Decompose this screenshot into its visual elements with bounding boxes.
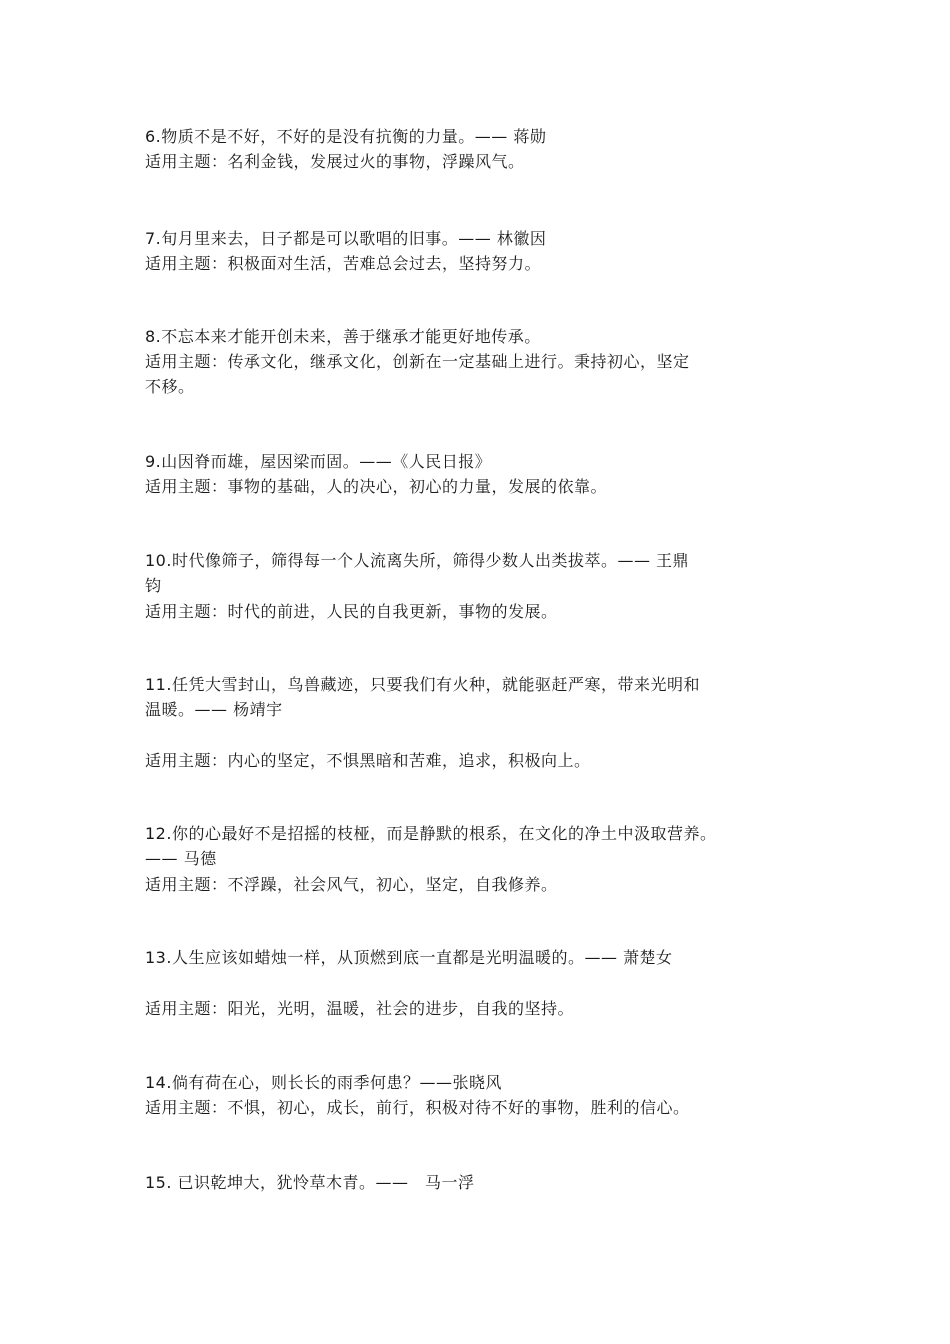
theme-14-line-1: 适用主题：不惧，初心，成长，前行，积极对待不好的事物，胜利的信心。 bbox=[145, 1098, 690, 1117]
quote-7-line-1: 7.旬月里来去，日子都是可以歌唱的旧事。—— 林徽因 bbox=[145, 229, 547, 248]
quote-12-line-2: —— 马德 bbox=[145, 849, 217, 868]
theme-8-line-2: 不移。 bbox=[145, 377, 195, 396]
quote-8-line-1: 8.不忘本来才能开创未来，善于继承才能更好地传承。 bbox=[145, 327, 541, 346]
quote-15-line-1: 15. 已识乾坤大，犹怜草木青。—— 马一浮 bbox=[145, 1173, 475, 1192]
quote-9-line-1: 9.山因脊而雄，屋因梁而固。——《人民日报》 bbox=[145, 452, 492, 471]
theme-13-line-1: 适用主题：阳光，光明，温暖，社会的进步，自我的坚持。 bbox=[145, 999, 575, 1018]
quote-12-line-1: 12.你的心最好不是招摇的枝桠，而是静默的根系，在文化的净土中汲取营养。 bbox=[145, 824, 717, 843]
quote-11-line-2: 温暖。—— 杨靖宇 bbox=[145, 700, 283, 719]
quote-14-line-1: 14.倘有荷在心，则长长的雨季何患？——张晓风 bbox=[145, 1073, 502, 1092]
theme-10-line-1: 适用主题：时代的前进，人民的自我更新，事物的发展。 bbox=[145, 602, 558, 621]
quote-10-line-2: 钧 bbox=[145, 576, 162, 595]
theme-9-line-1: 适用主题：事物的基础，人的决心，初心的力量，发展的依靠。 bbox=[145, 477, 608, 496]
quote-6-line-1: 6.物质不是不好，不好的是没有抗衡的力量。—— 蒋勋 bbox=[145, 127, 547, 146]
theme-11-line-1: 适用主题：内心的坚定，不惧黑暗和苦难，追求，积极向上。 bbox=[145, 751, 591, 770]
quote-13-line-1: 13.人生应该如蜡烛一样，从顶燃到底一直都是光明温暖的。—— 萧楚女 bbox=[145, 948, 673, 967]
theme-6-line-1: 适用主题：名利金钱，发展过火的事物，浮躁风气。 bbox=[145, 152, 525, 171]
theme-8-line-1: 适用主题：传承文化，继承文化，创新在一定基础上进行。秉持初心，坚定 bbox=[145, 352, 690, 371]
theme-7-line-1: 适用主题：积极面对生活，苦难总会过去，坚持努力。 bbox=[145, 254, 542, 273]
quote-11-line-1: 11.任凭大雪封山，鸟兽藏迹，只要我们有火种，就能驱赶严寒，带来光明和 bbox=[145, 675, 700, 694]
theme-12-line-1: 适用主题：不浮躁，社会风气，初心，坚定，自我修养。 bbox=[145, 875, 558, 894]
quote-10-line-1: 10.时代像筛子，筛得每一个人流离失所，筛得少数人出类拔萃。—— 王鼎 bbox=[145, 551, 690, 570]
